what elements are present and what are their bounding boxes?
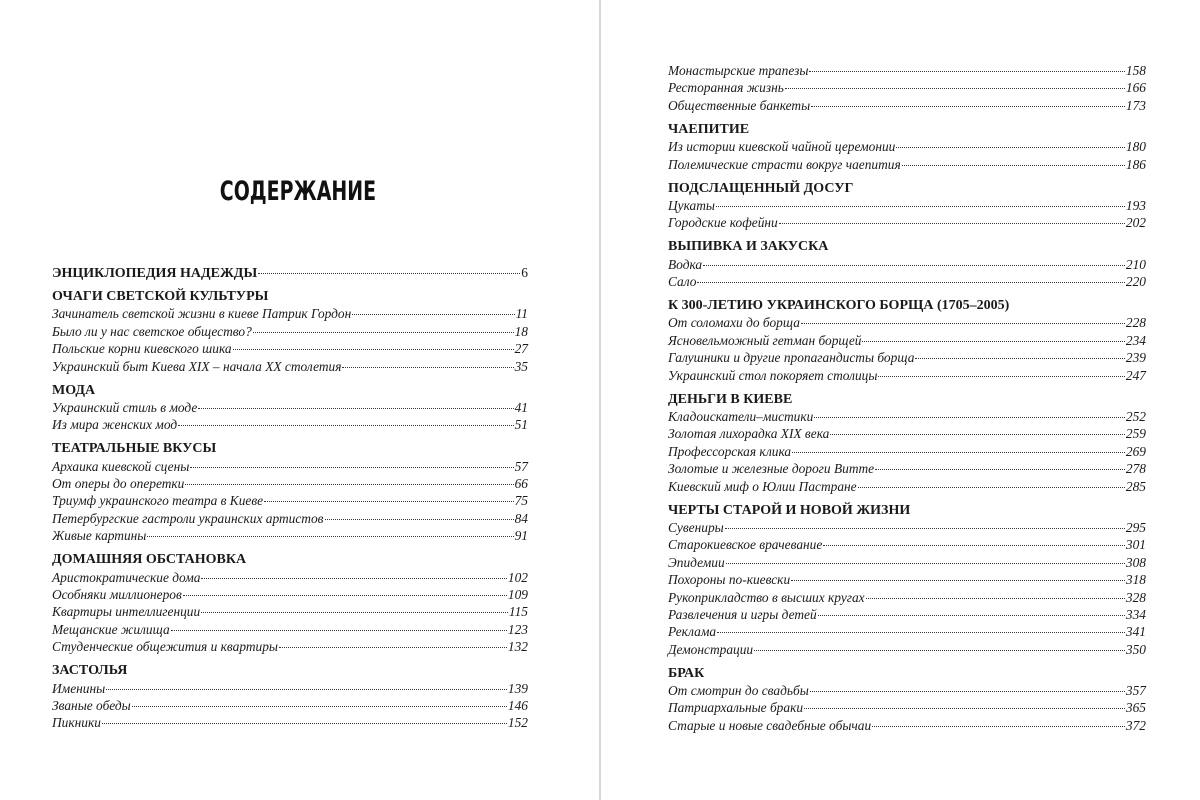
section-heading: ДОМАШНЯЯ ОБСТАНОВКА [52, 552, 247, 568]
toc-entry[interactable] [668, 273, 1146, 290]
dot-leader [792, 452, 1125, 453]
dot-leader [725, 528, 1125, 529]
dot-leader [233, 349, 514, 350]
entry-page-number: 11 [515, 306, 528, 322]
entry-title: Живые картины [52, 528, 147, 544]
entry-page-number: 123 [507, 621, 528, 637]
dot-leader [823, 545, 1125, 546]
toc-entry[interactable] [52, 621, 528, 638]
entry-page-number: 115 [508, 604, 528, 620]
entry-page-number: 41 [514, 399, 528, 415]
entry-page-number: 239 [1125, 350, 1146, 366]
toc-entry[interactable] [52, 569, 528, 586]
dot-leader [785, 88, 1125, 89]
entry-page-number: 278 [1125, 461, 1146, 477]
dot-leader [811, 106, 1125, 107]
toc-entry[interactable] [52, 458, 528, 475]
entry-page-number: 365 [1125, 700, 1146, 716]
dot-leader [102, 723, 507, 724]
toc-entry[interactable] [668, 717, 1146, 734]
section-heading: ПОДСЛАЩЕННЫЙ ДОСУГ [668, 180, 854, 196]
entry-title: Украинский стол покоряет столицы [668, 367, 878, 383]
entry-title: Монастырские трапезы [668, 63, 809, 78]
entry-page-number: 220 [1125, 274, 1146, 290]
entry-page-number: 75 [514, 493, 528, 509]
entry-title: Мещанские жилища [52, 621, 170, 637]
dot-leader [858, 487, 1125, 488]
dot-leader [147, 536, 513, 537]
toc-entry[interactable] [668, 349, 1146, 366]
entry-title: Сувениры [668, 519, 724, 535]
entry-title: Развлечения и игры детей [668, 606, 817, 622]
entry-page-number: 295 [1125, 519, 1146, 535]
dot-leader [779, 223, 1125, 224]
toc-entry[interactable] [668, 606, 1146, 623]
entry-page-number: 146 [507, 697, 528, 713]
dot-leader [325, 519, 514, 520]
dot-leader [185, 484, 513, 485]
entry-title: Старые и новые свадебные обычаи [668, 717, 872, 733]
entry-title: Украинский быт Киева XIX – начала XX столетия [52, 358, 342, 374]
dot-leader [791, 580, 1125, 581]
entry-title: Аристократические дома [52, 569, 201, 585]
dot-leader [862, 341, 1124, 342]
entry-title: Ясновельможный гетман борщей [668, 332, 862, 348]
entry-page-number: 109 [507, 587, 528, 603]
toc-entry[interactable] [668, 79, 1146, 96]
entry-page-number: 158 [1125, 63, 1146, 78]
entry-title: Триумф украинского театра в Киеве [52, 493, 264, 509]
toc-section [668, 180, 1146, 232]
dot-leader [804, 708, 1125, 709]
dot-leader [352, 314, 514, 315]
toc-section [668, 297, 1146, 384]
entry-title: Из истории киевской чайной церемонии [668, 139, 896, 155]
toc-entry[interactable] [52, 510, 528, 527]
entry-title: От оперы до оперетки [52, 476, 185, 492]
entry-title: Было ли у нас светское общество? [52, 323, 252, 339]
entry-title: Похороны по-киевски [668, 572, 791, 588]
dot-leader [915, 358, 1124, 359]
entry-title: Сало [668, 274, 697, 290]
toc-entry[interactable] [668, 460, 1146, 477]
entry-page-number: 259 [1125, 426, 1146, 442]
dot-leader [878, 376, 1124, 377]
entry-title: Петербургские гастроли украинских артистов [52, 510, 324, 526]
dot-leader [190, 467, 513, 468]
dot-leader [902, 165, 1125, 166]
toc-entry[interactable] [668, 138, 1146, 155]
entry-title: Квартиры интеллигенции [52, 604, 201, 620]
toc-section [52, 662, 528, 732]
dot-leader [183, 595, 507, 596]
entry-page-number: 51 [514, 417, 528, 433]
entry-title: Зачинатель светской жизни в киеве Патрик Гордон [52, 306, 352, 322]
toc-entry[interactable] [668, 156, 1146, 173]
toc-entry[interactable] [52, 340, 528, 357]
entry-page-number: 66 [514, 476, 528, 492]
entry-page-number: 18 [514, 323, 528, 339]
entry-title: Реклама [668, 624, 717, 640]
dot-leader [201, 612, 508, 613]
dot-leader [717, 632, 1125, 633]
toc-entry[interactable] [668, 425, 1146, 442]
entry-title: ЭНЦИКЛОПЕДИЯ НАДЕЖДЫ [52, 266, 258, 281]
entry-page-number: 234 [1125, 332, 1146, 348]
entry-page-number: 285 [1125, 478, 1146, 494]
entry-title: Из мира женских мод [52, 417, 178, 433]
dot-leader [814, 417, 1125, 418]
toc-entry[interactable] [668, 554, 1146, 571]
entry-title: Студенческие общежития и квартиры [52, 639, 278, 655]
toc-entry[interactable] [52, 492, 528, 509]
toc-entry[interactable] [52, 638, 528, 655]
toc-entry[interactable] [668, 332, 1146, 349]
toc-entry[interactable] [52, 697, 528, 714]
toc-right-column [668, 62, 1146, 734]
entry-title: Цукаты [668, 197, 715, 213]
entry-title: Золотые и железные дороги Витте [668, 461, 875, 477]
toc-entry[interactable] [52, 358, 528, 375]
entry-title: Патриархальные браки [668, 700, 804, 716]
toc-entry[interactable] [52, 399, 528, 416]
entry-page-number: 334 [1125, 606, 1146, 622]
toc-entry[interactable] [668, 443, 1146, 460]
toc-section [52, 440, 528, 544]
toc-entry[interactable] [668, 97, 1146, 114]
toc-entry[interactable] [52, 586, 528, 603]
dot-leader [801, 323, 1125, 324]
toc-section [668, 121, 1146, 173]
dot-leader [132, 706, 507, 707]
entry-title: Именины [52, 680, 106, 696]
entry-page-number: 372 [1125, 717, 1146, 733]
dot-leader [264, 501, 514, 502]
entry-title: Киевский миф о Юлии Пастране [668, 478, 857, 494]
dot-leader [866, 598, 1125, 599]
entry-page-number: 357 [1125, 683, 1146, 699]
entry-title: Званые обеды [52, 697, 131, 713]
entry-title: Рукоприкладство в высших кругах [668, 589, 865, 605]
dot-leader [716, 206, 1125, 207]
entry-title: От соломахи до борща [668, 315, 800, 331]
entry-title: Пикники [52, 715, 101, 731]
toc-entry[interactable] [668, 536, 1146, 553]
entry-page-number: 228 [1125, 315, 1146, 331]
toc-left-column [52, 264, 528, 732]
toc-entry[interactable] [668, 197, 1146, 214]
toc-entry[interactable] [668, 214, 1146, 231]
entry-page-number: 166 [1125, 80, 1146, 96]
toc-section [668, 502, 1146, 659]
toc-entry[interactable] [668, 408, 1146, 425]
toc-entry[interactable] [52, 323, 528, 340]
section-heading: ВЫПИВКА И ЗАКУСКА [668, 239, 829, 255]
entry-title: Галушники и другие пропагандисты борща [668, 350, 915, 366]
dot-leader [703, 265, 1125, 266]
entry-page-number: 91 [514, 528, 528, 544]
entry-page-number: 247 [1125, 367, 1146, 383]
entry-page-number: 193 [1125, 197, 1146, 213]
entry-title: Полемические страсти вокруг чаепития [668, 156, 901, 172]
section-heading: ЧАЕПИТИЕ [668, 121, 750, 137]
section-heading: ЗАСТОЛЬЯ [52, 663, 128, 679]
dot-leader [106, 689, 507, 690]
section-heading: ОЧАГИ СВЕТСКОЙ КУЛЬТУРЫ [52, 288, 269, 304]
toc-section [52, 382, 528, 434]
toc-entry[interactable] [52, 475, 528, 492]
section-heading: ЧЕРТЫ СТАРОЙ И НОВОЙ ЖИЗНИ [668, 502, 911, 518]
entry-title: Демонстрации [668, 641, 754, 657]
dot-leader [279, 647, 507, 648]
entry-page-number: 173 [1125, 97, 1146, 113]
entry-page-number: 152 [507, 715, 528, 731]
entry-title: От смотрин до свадьбы [668, 683, 809, 699]
entry-title: Архаика киевской сцены [52, 458, 190, 474]
entry-page-number: 84 [514, 510, 528, 526]
entry-title: Водка [668, 256, 703, 272]
toc-section [52, 264, 528, 281]
dot-leader [726, 563, 1125, 564]
toc-entry[interactable] [668, 589, 1146, 606]
toc-section [668, 391, 1146, 495]
page-gutter [599, 0, 601, 800]
entry-title: Старокиевское врачевание [668, 537, 823, 553]
entry-title: Особняки миллионеров [52, 587, 182, 603]
section-heading: ДЕНЬГИ В КИЕВЕ [668, 391, 793, 407]
section-heading: БРАК [668, 665, 705, 681]
dot-leader [875, 469, 1125, 470]
dot-leader [171, 630, 507, 631]
section-heading: К 300-ЛЕТИЮ УКРАИНСКОГО БОРЩА (1705–2005) [668, 298, 1010, 314]
entry-page-number: 210 [1125, 256, 1146, 272]
entry-title: Ресторанная жизнь [668, 80, 784, 96]
dot-leader [872, 726, 1125, 727]
toc-entry[interactable] [52, 305, 528, 322]
toc-section [668, 238, 1146, 290]
entry-title: Профессорская клика [668, 443, 792, 459]
toc-entry[interactable] [668, 62, 1146, 79]
entry-page-number: 180 [1125, 139, 1146, 155]
toc-entry[interactable] [668, 314, 1146, 331]
dot-leader [896, 147, 1125, 148]
dot-leader [754, 650, 1125, 651]
entry-title: Городские кофейни [668, 215, 778, 231]
dot-leader [830, 434, 1125, 435]
entry-page-number: 269 [1125, 443, 1146, 459]
entry-page-number: 132 [507, 639, 528, 655]
toc-entry[interactable] [668, 367, 1146, 384]
toc-section [52, 551, 528, 655]
toc-entry[interactable] [52, 264, 528, 281]
dot-leader [810, 691, 1125, 692]
entry-title: Польские корни киевского шика [52, 341, 232, 357]
entry-title: Золотая лихорадка XIX века [668, 426, 830, 442]
toc-entry[interactable] [668, 699, 1146, 716]
section-heading: ТЕАТРАЛЬНЫЕ ВКУСЫ [52, 441, 217, 457]
entry-page-number: 350 [1125, 641, 1146, 657]
toc-entry[interactable] [668, 519, 1146, 536]
entry-page-number: 35 [514, 358, 528, 374]
toc-entry[interactable] [52, 527, 528, 544]
toc-entry[interactable] [52, 416, 528, 433]
entry-page-number: 301 [1125, 537, 1146, 553]
entry-page-number: 252 [1125, 409, 1146, 424]
toc-entry[interactable] [668, 623, 1146, 640]
entry-page-number: 102 [507, 569, 528, 585]
entry-title: Общественные банкеты [668, 97, 811, 113]
entry-page-number: 27 [514, 341, 528, 357]
entry-page-number: 328 [1125, 589, 1146, 605]
page-title: СОДЕРЖАНИЕ [219, 176, 377, 207]
toc-entry[interactable] [668, 641, 1146, 658]
dot-leader [258, 273, 520, 274]
entry-page-number: 308 [1125, 554, 1146, 570]
toc-entry[interactable] [668, 256, 1146, 273]
toc-entry[interactable] [668, 571, 1146, 588]
dot-leader [198, 408, 513, 409]
toc-section [668, 665, 1146, 735]
toc-section [52, 288, 528, 375]
entry-page-number: 341 [1125, 624, 1146, 640]
entry-page-number: 57 [514, 458, 528, 474]
dot-leader [178, 425, 513, 426]
toc-entry[interactable] [668, 682, 1146, 699]
toc-entry[interactable] [668, 478, 1146, 495]
entry-title: Кладоискатели–мистики [668, 409, 814, 424]
entry-page-number: 6 [521, 265, 528, 280]
dot-leader [253, 332, 514, 333]
entry-title: Эпидемии [668, 554, 725, 570]
dot-leader [818, 615, 1125, 616]
toc-entry[interactable] [52, 680, 528, 697]
entry-page-number: 318 [1125, 572, 1146, 588]
entry-title: Украинский стиль в моде [52, 399, 198, 415]
dot-leader [201, 578, 506, 579]
dot-leader [342, 367, 513, 368]
entry-page-number: 202 [1125, 215, 1146, 231]
dot-leader [697, 282, 1124, 283]
section-heading: МОДА [52, 382, 96, 398]
entry-page-number: 186 [1125, 156, 1146, 172]
toc-entry[interactable] [52, 603, 528, 620]
toc-entry[interactable] [52, 714, 528, 731]
entry-page-number: 139 [507, 680, 528, 696]
toc-section [668, 62, 1146, 114]
dot-leader [809, 71, 1125, 72]
